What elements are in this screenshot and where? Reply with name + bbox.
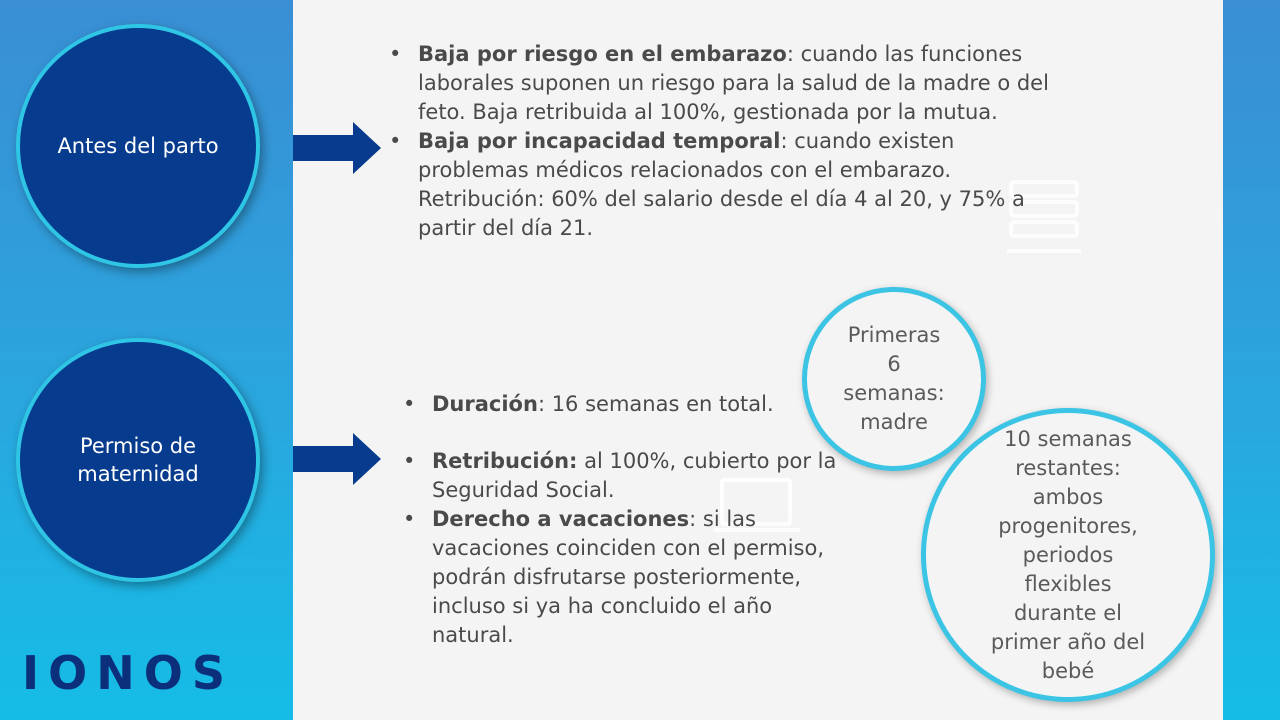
bubble-text: Primeras 6 semanas: madre: [843, 323, 945, 434]
right-arrow-icon: [293, 431, 383, 487]
list-item: • Baja por incapacidad temporal: cuando existen problemas médicos relacionados con el embarazo. Retribución: 60% del salario desde el día 4 al 20, y 75% a partir del día 21.: [385, 127, 1065, 243]
bubble-text: 10 semanas restantes: ambos progenitores, periodos flexibles durante el primer año del bebé: [990, 426, 1146, 683]
list-item: • Derecho a vacaciones: si las vacaciones coinciden con el permiso, podrán disfrutarse posteriormente, incluso si ya ha concluido el año natural.: [399, 505, 839, 650]
list-spacer: [399, 419, 839, 447]
stage-node-before-birth: [16, 24, 260, 268]
ionos-logo: IONOS: [22, 646, 234, 700]
stage-node-maternity-leave: [16, 338, 260, 582]
stage-label: Permiso de maternidad: [77, 434, 199, 486]
list-item: • Baja por riesgo en el embarazo: cuando las funciones laborales suponen un riesgo para la salud de la madre o del feto. Baja retribuida al 100%, gestionada por la mutua.: [385, 40, 1065, 127]
list-item: • Retribución: al 100%, cubierto por la Seguridad Social.: [399, 447, 839, 505]
right-sidebar-band: [1223, 0, 1280, 720]
maternity-leave-bullet-list: [399, 390, 839, 650]
first-weeks-bubble: [802, 287, 986, 471]
before-birth-bullet-list: [385, 40, 1065, 243]
remaining-weeks-bubble: [921, 408, 1215, 702]
right-arrow-icon: [293, 120, 383, 176]
stage-label: Antes del parto: [57, 134, 219, 158]
list-item: • Duración: 16 semanas en total.: [399, 390, 839, 419]
